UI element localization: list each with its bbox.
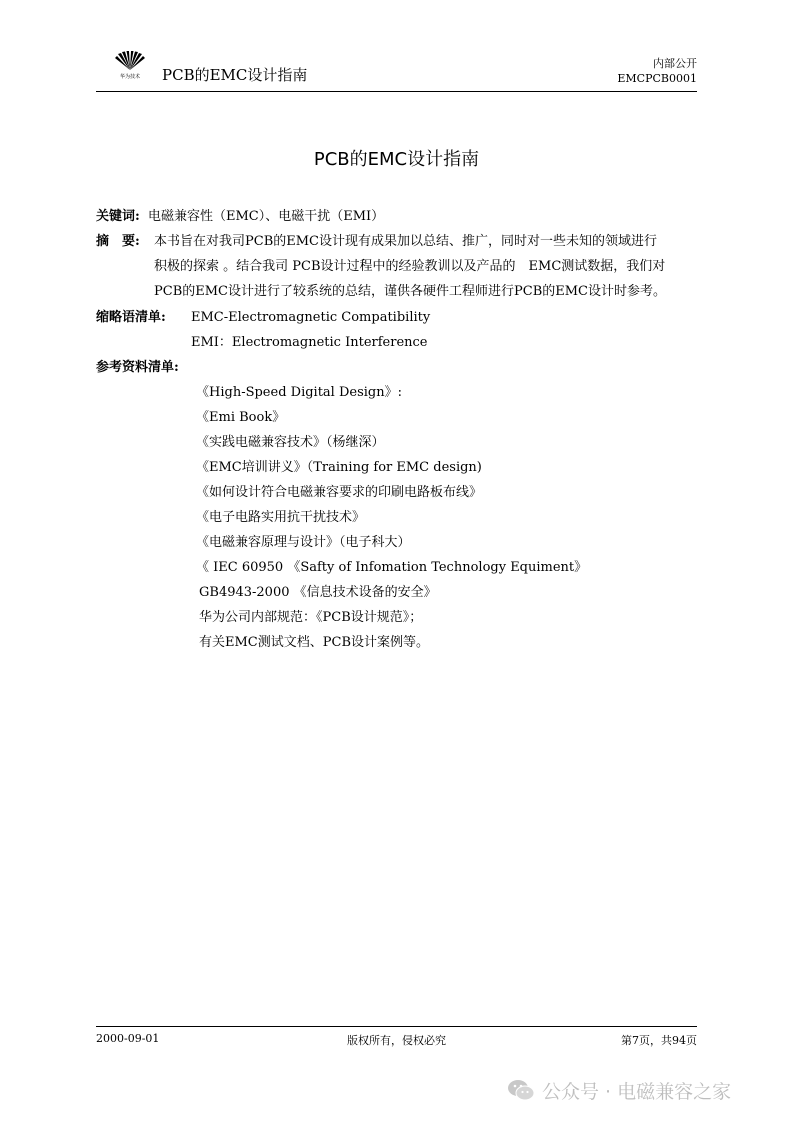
abstract-line: 本书旨在对我司PCB的EMC设计现有成果加以总结、推广，同时对一些未知的领域进行: [154, 234, 657, 249]
reference-item: 《Emi Book》: [196, 410, 286, 425]
reference-item: 《High-Speed Digital Design》:: [196, 385, 402, 400]
header-divider: [96, 91, 697, 92]
reference-item: 《电子电路实用抗干扰技术》: [196, 510, 366, 525]
header-title: PCB的EMC设计指南: [162, 66, 308, 84]
reference-item: 《 IEC 60950 《Safty of Infomation Technology Equiment》: [196, 560, 588, 575]
keywords-label: 关键词:: [96, 209, 140, 224]
footer-copyright: 版权所有，侵权必究: [347, 1034, 446, 1047]
watermark-text: 公众号 · 电磁兼容之家: [542, 1081, 732, 1103]
reference-item: 《电磁兼容原理与设计》（电子科大）: [196, 535, 411, 550]
references-label: 参考资料清单:: [96, 360, 179, 375]
footer-date: 2000-09-01: [96, 1032, 160, 1045]
reference-item: 《如何设计符合电磁兼容要求的印刷电路板布线》: [196, 485, 483, 500]
abbrev-item: EMI：Electromagnetic Interference: [191, 335, 428, 350]
abstract-line: 积极的探索 。结合我司 PCB设计过程中的经验教训以及产品的 EMC测试数据，我们对: [154, 259, 666, 274]
doc-code: EMCPCB0001: [617, 72, 697, 85]
keywords-row: [96, 209, 384, 225]
abstract-label: 摘 要:: [96, 234, 140, 249]
keywords-text: 电磁兼容性（EMC）、电磁干扰（EMI）: [147, 209, 385, 224]
reference-item: 《EMC培训讲义》（Training for EMC design): [196, 460, 482, 475]
reference-item: 《实践电磁兼容技术》（杨继深）: [196, 435, 385, 450]
document-title: PCB的EMC设计指南: [313, 149, 480, 170]
classification-label: 内部公开: [653, 57, 697, 70]
wechat-icon: [506, 1077, 536, 1103]
footer-page-number: 第7页，共94页: [621, 1034, 697, 1047]
abbrev-item: EMC-Electromagnetic Compatibility: [191, 310, 431, 325]
logo-text: 华为技术: [119, 74, 141, 80]
reference-item: 华为公司内部规范：《PCB设计规范》；: [199, 610, 423, 625]
header-meta: [617, 56, 697, 86]
company-logo: [110, 50, 150, 80]
reference-item: 有关EMC测试文档、PCB设计案例等。: [199, 635, 429, 650]
abbrev-label: 缩略语清单:: [96, 310, 166, 325]
abstract-line: PCB的EMC设计进行了较系统的总结，谨供各硬件工程师进行PCB的EMC设计时参考。: [154, 284, 666, 299]
reference-item: GB4943-2000 《信息技术设备的安全》: [199, 585, 437, 600]
footer-divider: [96, 1026, 697, 1027]
